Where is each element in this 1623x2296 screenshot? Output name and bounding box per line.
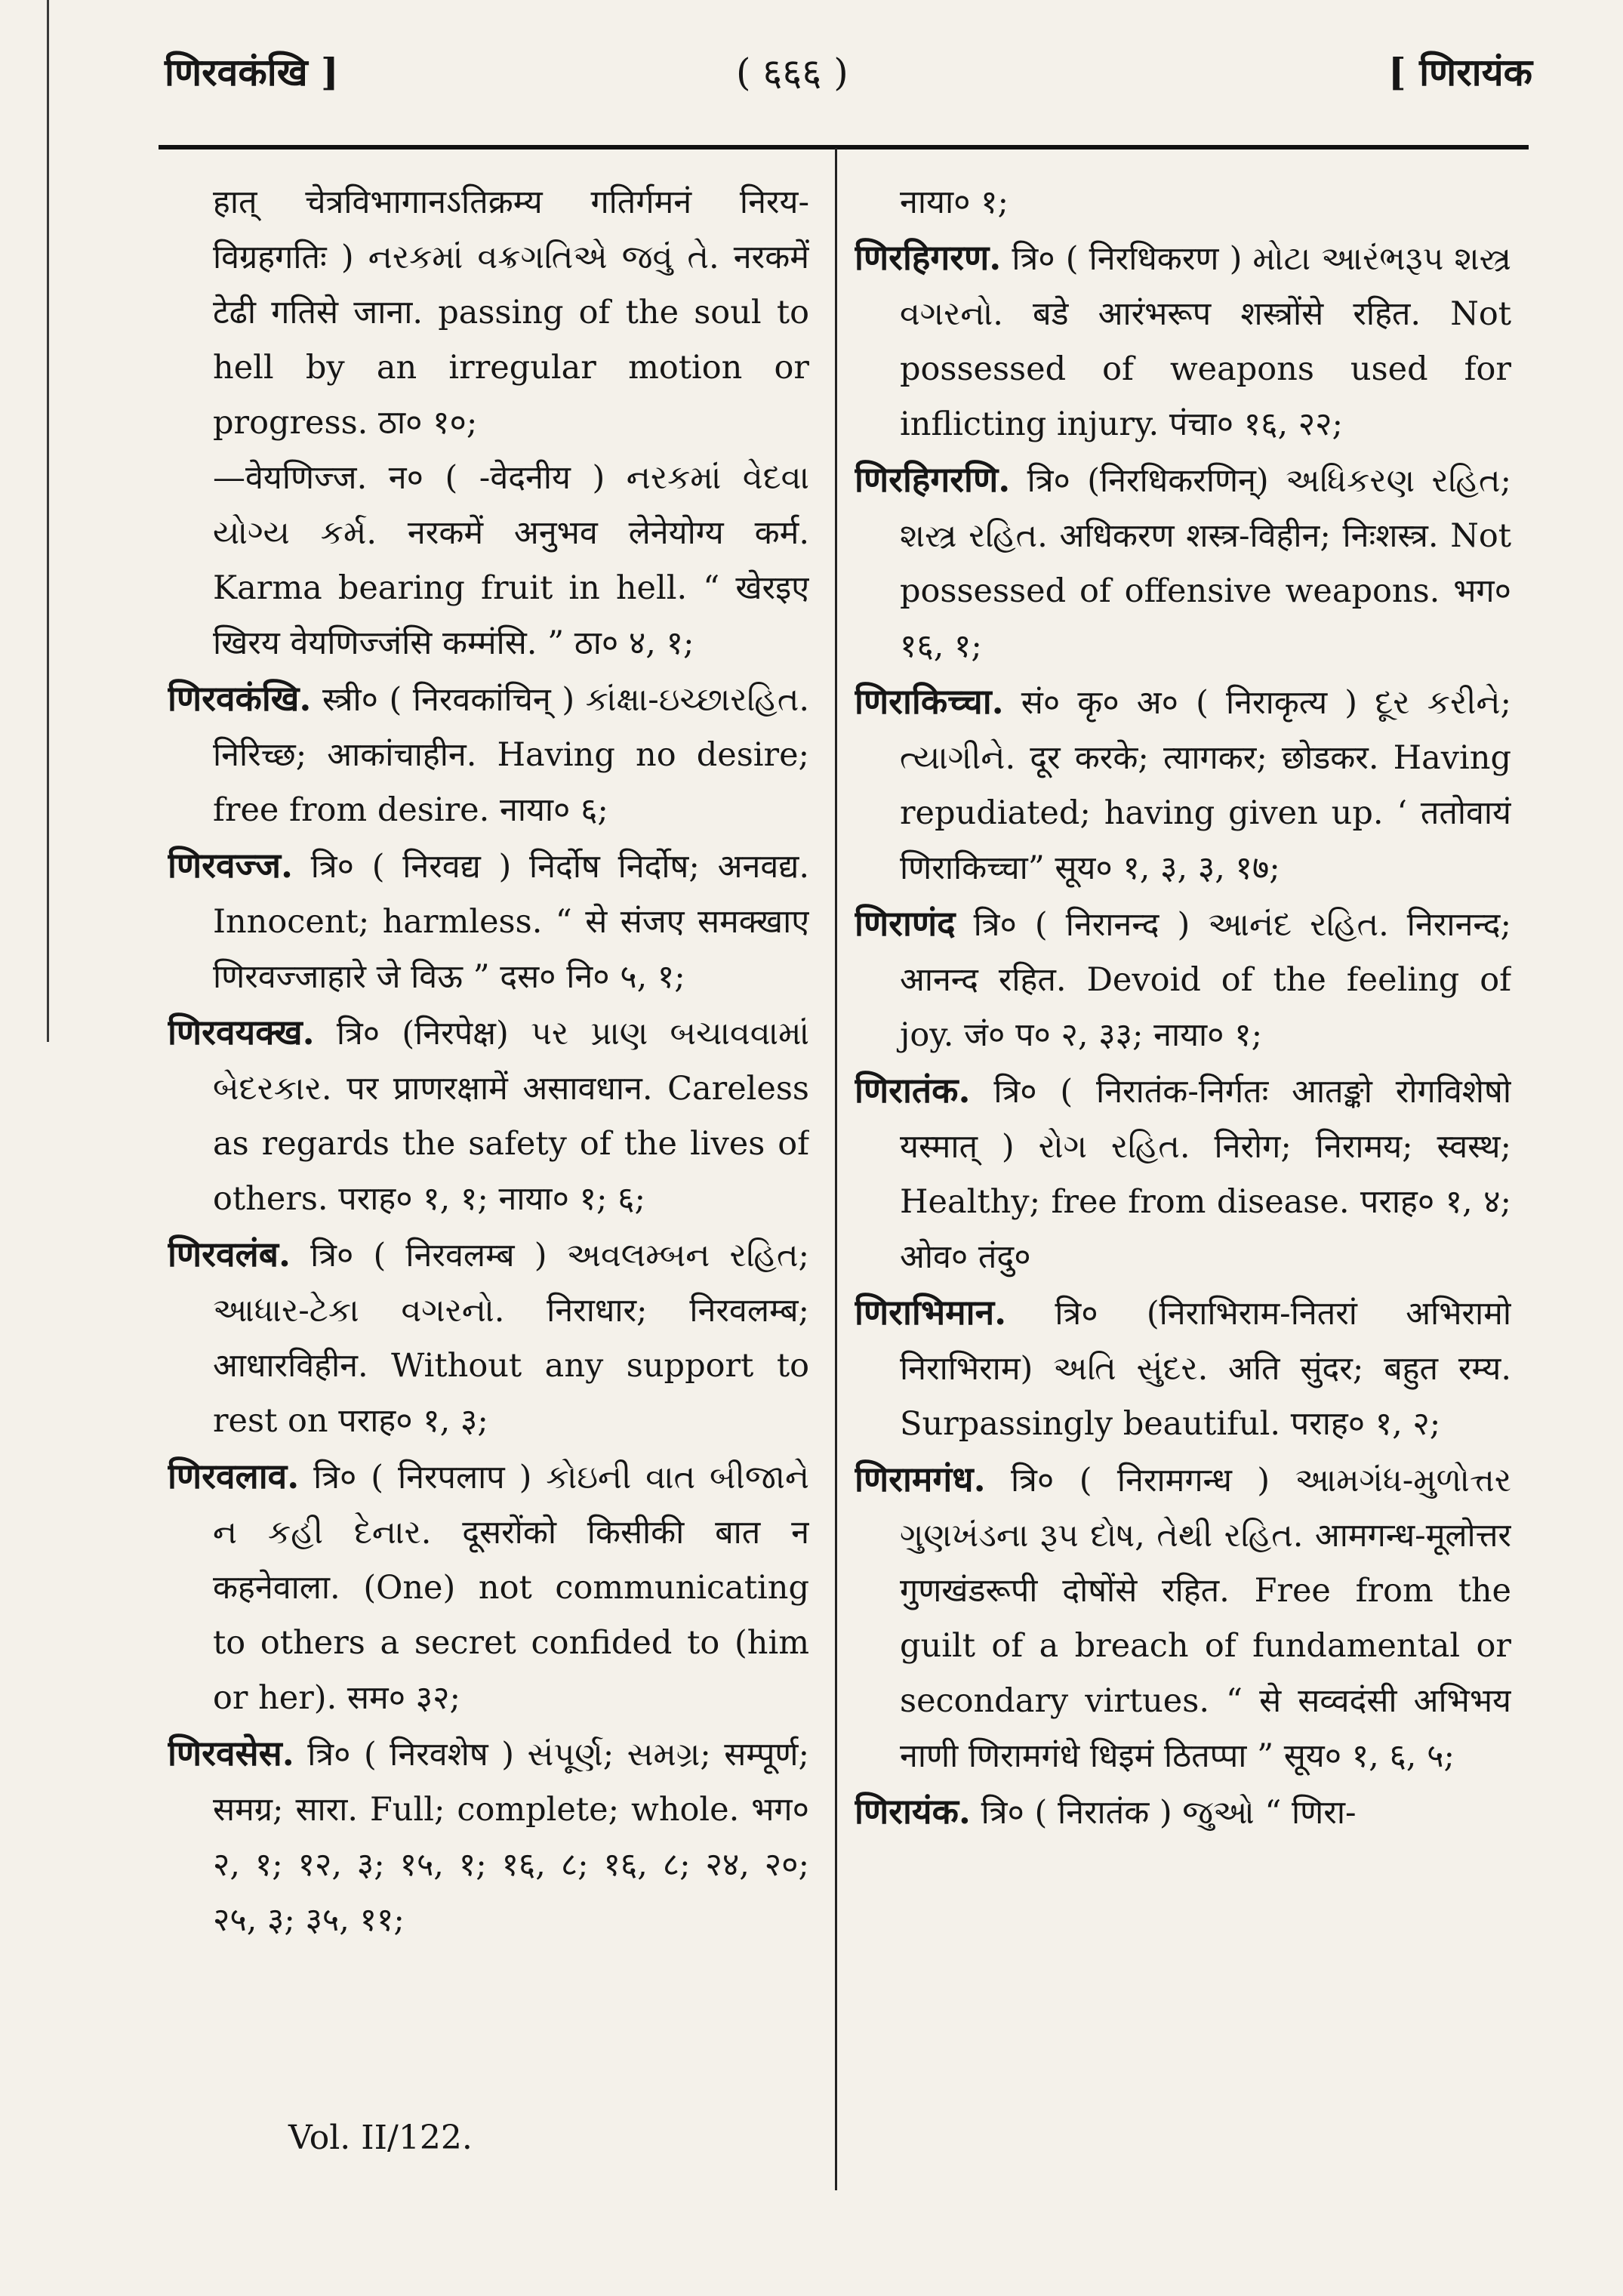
entry-headword: णिरहिगरण. <box>855 237 1002 278</box>
column-divider <box>835 148 837 2190</box>
dictionary-entry <box>855 896 1511 1063</box>
entry-definition: त्रि० ( निरवद्य ) निर्दोष निर्दोष; अनवद्य. Innocent; harmless. “ से संजए समक्खाए णिरवज्जाहारे जे विऊ ” दस० नि० ५, १; <box>213 848 809 996</box>
right-column <box>855 175 1511 2214</box>
header-right-guideword: [ णिरायंक <box>1388 50 1532 94</box>
entry-headword: णिरवलंब. <box>168 1234 291 1274</box>
entry-definition: त्रि० ( निरातंक ) જુઓ “ णिरा- <box>970 1794 1357 1832</box>
entry-definition: त्रि० ( निरधिकरण ) મોટા આરંભરૂપ શસ્ત્ર વગરનો. बडे आरंभरूप शस्त्रोंसे रहित. Not possessed of weapons used for inflicting injury. पंचा० १६, २२; <box>900 240 1511 443</box>
left-column <box>168 175 809 2153</box>
dictionary-entry <box>855 230 1511 452</box>
margin-line <box>47 0 49 1042</box>
entry-definition: त्रि० (निरधिकरणिन्) અધિકરણ રહિત; શસ્ત્ર રહિત. अधिकरण शस्त्र-विहीन; निःशस्त्र. Not possessed of offensive weapons. भग० १६, १; <box>900 462 1511 665</box>
entry-definition: त्रि० ( निरातंक-निर्गतः आतङ्को रोगविशेषो यस्मात् ) રોગ રહિત. निरोग; निरामय; स्वस्थ; Healthy; free from disease. पराह० १, ४; ओव० तंदु० <box>900 1073 1511 1276</box>
dictionary-entry <box>168 175 809 451</box>
header-left-guideword: णिरवकंखि ] <box>165 50 339 94</box>
entry-definition: सं० कृ० अ० ( निराकृत्य ) દૂર કરીને; ત્યાગીને. दूर करके; त्यागकर; छोडकर. Having repudiated; having given up. ‘ ततोवायं णिराकिच्चा” सूय० १, ३, ३, १७; <box>900 684 1511 887</box>
entry-headword: णिरवलाव. <box>168 1456 300 1496</box>
entry-headword: णिरायंक. <box>855 1791 971 1832</box>
page-number: ( ६६६ ) <box>736 51 848 94</box>
dictionary-entry <box>168 1726 809 1948</box>
entry-definition: त्रि० ( निरवशेष ) સંપૂર્ણ; સમગ્ર; सम्पूर्ण; समग्र; सारा. Full; complete; whole. भग० २, १; १२, ३; १५, १; १६, ८; १६, ८; २४, २०; २५, ३; ३५, ११; <box>213 1736 809 1939</box>
dictionary-entry <box>168 671 809 838</box>
dictionary-entry <box>168 1449 809 1726</box>
entry-definition: हात् चेत्रविभागानऽतिक्रम्य गतिर्गमनं निरय-विग्रहगतिः ) નરકમાં વક્રગતિએ જવું તે. नरकमें टेढी गतिसे जाना. passing of the soul to hell by an irregular motion or progress. ठा० १०; <box>213 183 809 442</box>
volume-footer: Vol. II/122. <box>288 2119 473 2157</box>
entry-headword: णिराणंद <box>855 903 956 944</box>
dictionary-entry <box>855 1285 1511 1452</box>
entry-headword: णिराकिच्चा. <box>855 681 1004 722</box>
dictionary-entry <box>168 1005 809 1227</box>
entry-headword: णिरवकंखि. <box>168 678 312 719</box>
dictionary-entry <box>855 175 1511 230</box>
entry-definition: त्रि० (निरपेक्ष) પર પ્રાણ બચાવવામાં બેદરકાર. पर प्राणरक्षामें असावधान. Careless as regards the safety of the lives of others. पराह० १, १; नाया० १; ६; <box>213 1015 809 1218</box>
entry-headword: णिराभिमान. <box>855 1292 1007 1333</box>
entry-headword: णिरवयक्ख. <box>168 1012 315 1052</box>
entry-definition: त्रि० (निराभिराम-नितरां अभिरामो निराभिराम) અતિ સુંદર. अति सुंदर; बहुत रम्य. Surpassingly beautiful. पराह० १, २; <box>900 1295 1511 1443</box>
entry-definition: स्त्री० ( निरवकांचिन् ) કાંક્ષા-ઇચ્છારહિત. निरिच्छ; आकांचाहीन. Having no desire; free from desire. नाया० ६; <box>213 681 809 829</box>
entry-headword: णिरवसेस. <box>168 1733 294 1774</box>
entry-headword: णिरातंक. <box>855 1070 971 1111</box>
entry-definition: त्रि० ( निरवलम्ब ) અવલમ્બન રહિત; આધાર-ટેકા વગરનો. निराधार; निरवलम्ब; आधारविहीन. Without any support to rest on पराह० १, ३; <box>213 1237 809 1440</box>
entry-headword: णिरवज्ज. <box>168 845 294 886</box>
entry-definition: त्रि० ( निरामगन्ध ) આમગંધ-મુળોત્તર ગુણખંડના રૂપ દોષ, તેથી રહિત. आमगन्ध-मूलोत्तर गुणखंडरूपी दोषोंसे रहित. Free from the guilt of a breach of fundamental or secondary virtues. “ से सव्वदंसी अभिभय नाणी णिरामगंधे धिइमं ठितप्पा ” सूय० १, ६, ५; <box>900 1462 1511 1775</box>
entry-definition: नाया० १; <box>900 183 1009 221</box>
dictionary-entry <box>855 452 1511 674</box>
entry-definition: —वेयणिज्ज. न० ( -वेदनीय ) નરકમાં વેદવા યોગ્ય કર્મ. नरकमें अनुभव लेनेयोग्य कर्म. Karma bearing fruit in hell. “ खेरइए खिरय वेयणिज्जंसि कम्मंसि. ” ठा० ४, १; <box>213 459 809 662</box>
dictionary-entry <box>855 674 1511 896</box>
dictionary-entry <box>168 451 809 671</box>
dictionary-entry <box>855 1784 1511 1841</box>
entry-headword: णिरामगंध. <box>855 1459 986 1499</box>
dictionary-entry <box>855 1063 1511 1285</box>
entry-headword: णिरहिगरणि. <box>855 459 1011 500</box>
dictionary-entry <box>168 838 809 1005</box>
dictionary-entry <box>855 1452 1511 1784</box>
dictionary-entry <box>168 1227 809 1449</box>
header-rule <box>159 145 1529 149</box>
entry-definition: त्रि० ( निरपलाप ) કોઇની વાત બીજાને ન કહી દેનાર. दूसरोंको किसीकी बात न कहनेवाला. (One) not communicating to others a secret confided to (him or her). सम० ३२; <box>213 1459 809 1717</box>
entry-definition: त्रि० ( निरानन्द ) આનંદ રહિત. निरानन्द; आनन्द रहित. Devoid of the feeling of joy. जं० प० २, ३३; नाया० १; <box>900 906 1511 1054</box>
